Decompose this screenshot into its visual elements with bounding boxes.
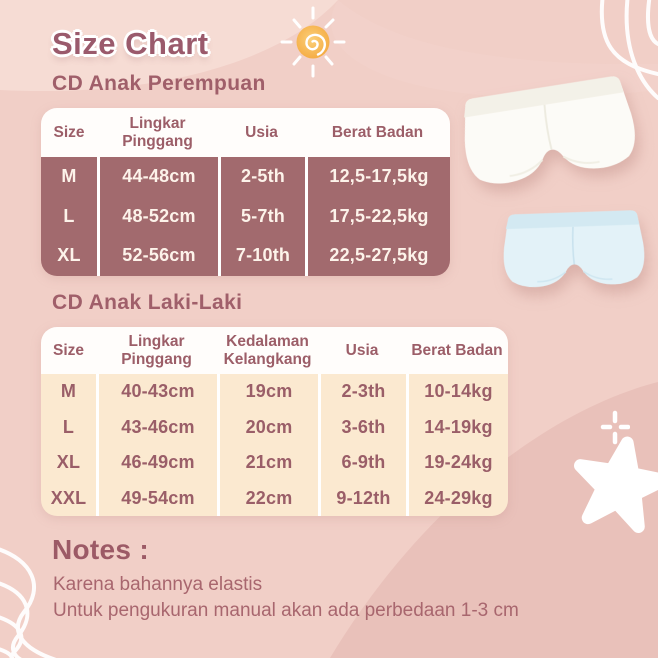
squiggle-lines-bottom-left-icon [0, 548, 56, 658]
table-cell: 2-3th [318, 374, 406, 410]
table-cell: 52-56cm [97, 236, 218, 276]
column-header: Usia [245, 123, 278, 141]
size-table-boys [41, 327, 508, 516]
table-cell: 5-7th [218, 197, 305, 237]
table-cell: 22cm [217, 481, 318, 517]
section-heading-girls: CD Anak Perempuan [52, 72, 266, 95]
sun-icon [278, 4, 354, 88]
table-cell: XL [57, 245, 81, 266]
column-header: Size [52, 341, 84, 359]
table-cell: 6-9th [318, 445, 406, 481]
blue-underwear-photo [496, 207, 651, 304]
page-title: Size Chart [52, 26, 209, 61]
size-table-girls [41, 108, 450, 276]
table-cell: M [61, 166, 77, 187]
table-cell: 40-43cm [96, 374, 217, 410]
table-cell: 12,5-17,5kg [305, 157, 450, 197]
column-header: Kedalaman Kelangkang [223, 332, 312, 368]
plus-sparkle-icon [600, 410, 630, 446]
table-cell: XL [56, 452, 81, 473]
table-cell: 7-10th [218, 236, 305, 276]
table-body [41, 374, 508, 516]
table-cell: 48-52cm [97, 197, 218, 237]
section-heading-boys: CD Anak Laki-Laki [52, 291, 243, 314]
column-header: Lingkar Pinggang [122, 114, 193, 150]
table-cell: 24-29kg [406, 481, 508, 517]
table-cell: 14-19kg [406, 410, 508, 446]
table-cell: 17,5-22,5kg [305, 197, 450, 237]
table-cell: M [60, 381, 77, 402]
table-body [41, 157, 450, 276]
table-cell: 49-54cm [96, 481, 217, 517]
table-header-row [41, 108, 450, 157]
table-cell: 2-5th [218, 157, 305, 197]
notes-heading: Notes : [52, 534, 149, 565]
table-cell: 19-24kg [406, 445, 508, 481]
table-cell: L [62, 416, 75, 437]
table-cell: 3-6th [318, 410, 406, 446]
column-header: Berat Badan [411, 341, 503, 359]
table-cell: XXL [50, 487, 87, 508]
table-cell: 22,5-27,5kg [305, 236, 450, 276]
table-cell: 19cm [217, 374, 318, 410]
column-header: Lingkar Pinggang [121, 332, 192, 368]
table-cell: 20cm [217, 410, 318, 446]
notes-line: Karena bahannya elastis [53, 574, 263, 595]
table-cell: 43-46cm [96, 410, 217, 446]
table-cell: 10-14kg [406, 374, 508, 410]
notes-line: Untuk pengukuran manual akan ada perbedaan 1-3 cm [53, 600, 519, 621]
column-header: Berat Badan [331, 123, 424, 141]
column-header: Size [53, 123, 85, 141]
table-cell: 21cm [217, 445, 318, 481]
table-header-row [41, 327, 508, 374]
table-cell: 44-48cm [97, 157, 218, 197]
table-cell: 46-49cm [96, 445, 217, 481]
table-cell: L [63, 205, 75, 226]
column-header: Usia [345, 341, 379, 359]
table-cell: 9-12th [318, 481, 406, 517]
